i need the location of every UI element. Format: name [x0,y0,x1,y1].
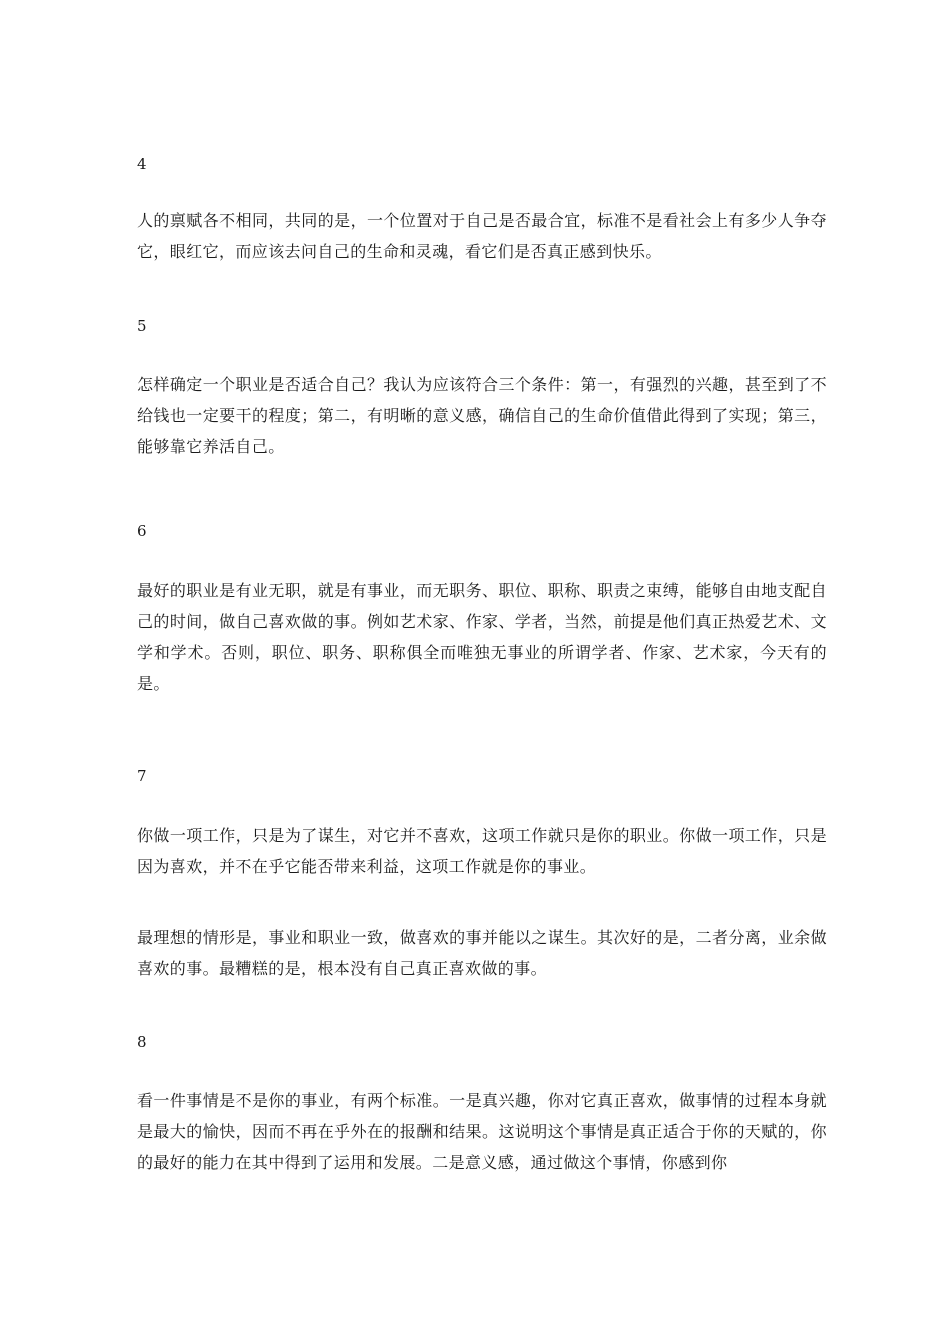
paragraph: 人的禀赋各不相同，共同的是，一个位置对于自己是否最合宜，标准不是看社会上有多少人争夺它，眼红它，而应该去问自己的生命和灵魂，看它们是否真正感到快乐。 [137,211,827,261]
section-number: 5 [137,317,147,335]
section-number: 6 [137,522,147,540]
paragraph: 最好的职业是有业无职，就是有事业，而无职务、职位、职称、职责之束缚，能够自由地支配自己的时间，做自己喜欢做的事。例如艺术家、作家、学者，当然，前提是他们真正热爱艺术、文学和学术。否则，职位、职务、职称俱全而唯独无事业的所谓学者、作家、艺术家，今天有的是。 [137,581,827,693]
section-number: 7 [137,767,147,785]
paragraph: 最理想的情形是，事业和职业一致，做喜欢的事并能以之谋生。其次好的是，二者分离，业余做喜欢的事。最糟糕的是，根本没有自己真正喜欢做的事。 [137,928,827,978]
paragraph: 你做一项工作，只是为了谋生，对它并不喜欢，这项工作就只是你的职业。你做一项工作，只是因为喜欢，并不在乎它能否带来利益，这项工作就是你的事业。 [137,826,827,876]
section-number: 4 [137,155,147,173]
section-number: 8 [137,1033,147,1051]
paragraph: 怎样确定一个职业是否适合自己？我认为应该符合三个条件：第一，有强烈的兴趣，甚至到了不给钱也一定要干的程度；第二，有明晰的意义感，确信自己的生命价值借此得到了实现；第三，能够靠它养活自己。 [137,375,827,456]
paragraph: 看一件事情是不是你的事业，有两个标准。一是真兴趣，你对它真正喜欢，做事情的过程本身就是最大的愉快，因而不再在乎外在的报酬和结果。这说明这个事情是真正适合于你的天赋的，你的最好的能力在其中得到了运用和发展。二是意义感，通过做这个事情，你感到你 [137,1091,827,1172]
